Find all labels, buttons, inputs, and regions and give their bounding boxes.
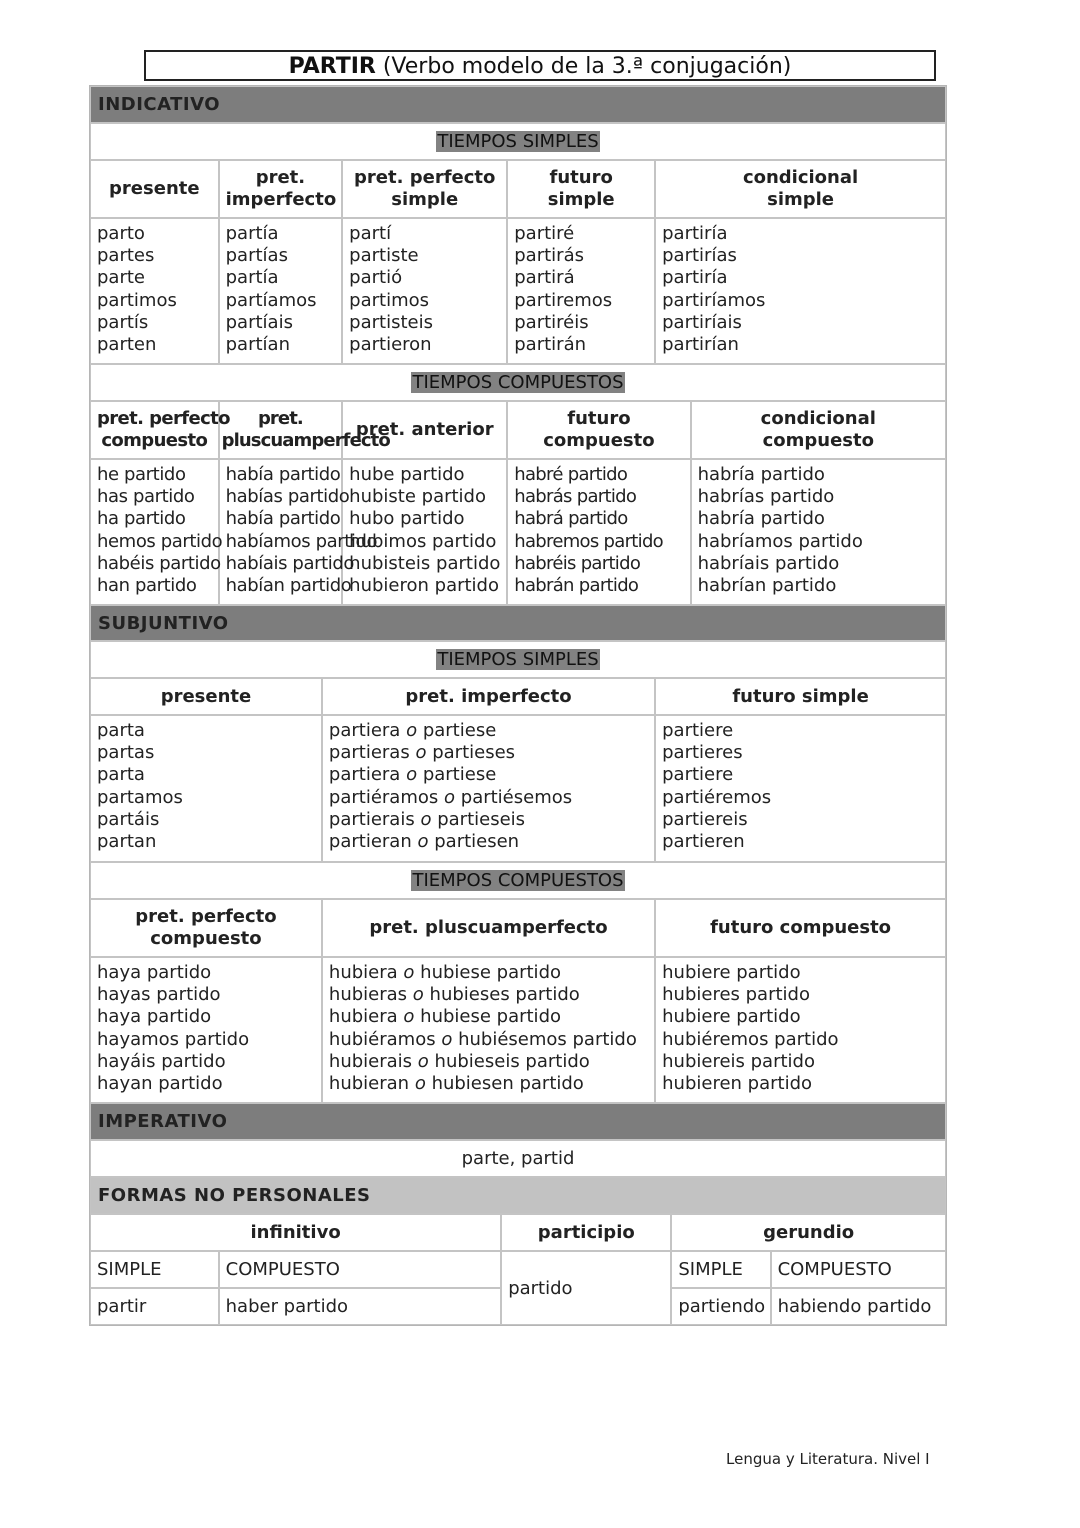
forms-subj-presente: parta partas parta partamos partáis partan (90, 715, 322, 862)
imperativo-forms: parte, partid (90, 1140, 946, 1177)
page-title (144, 50, 936, 81)
col-head-anterior: pret. anterior (342, 401, 507, 459)
forms-presente: parto partes parte partimos partís parten (90, 218, 219, 364)
forms-subj-futuro: partiere partieres partiere partiéremos partiereis partieren (655, 715, 946, 862)
forms-futuro-compuesto: habré partido habrás partido habrá partido habremos partido habréis partido habrán partido (507, 459, 690, 605)
col-head-pluscuamperfecto: pret. pluscuamperfecto (219, 401, 343, 459)
forms-subj-perfecto: haya partido hayas partido haya partido hayamos partido hayáis partido hayan partido (90, 957, 322, 1103)
forms-futuro: partiré partirás partirá partiremos partiréis partirán (507, 218, 655, 364)
gerundio-compuesto: habiendo partido (771, 1288, 946, 1325)
indicativo-simples-header (90, 123, 946, 160)
gerundio-compuesto-label: COMPUESTO (771, 1251, 946, 1288)
col-head-futuro: futuro simple (507, 160, 655, 218)
tiempos-compuestos-label: TIEMPOS COMPUESTOS (412, 372, 624, 393)
col-head-subj-presente: presente (90, 678, 322, 715)
subjuntivo-simples-header (90, 641, 946, 678)
forms-condicional: partiría partirías partiría partiríamos partiríais partirían (655, 218, 946, 364)
forms-pluscuamperfecto: había partido habías partido había partido habíamos partido habíais partido habían partido (219, 459, 343, 605)
tiempos-simples-label: TIEMPOS SIMPLES (437, 131, 599, 152)
section-imperativo: IMPERATIVO (90, 1103, 946, 1140)
forms-perfecto-compuesto: he partido has partido ha partido hemos partido habéis partido han partido (90, 459, 219, 605)
infinitivo-compuesto: haber partido (219, 1288, 502, 1325)
col-head-infinitivo: infinitivo (90, 1214, 501, 1251)
col-head-presente: presente (90, 160, 219, 218)
participio-value: partido (501, 1251, 671, 1325)
forms-subj-futuro-compuesto: hubiere partido hubieres partido hubiere partido hubiéremos partido hubiereis partido hubieren partido (655, 957, 946, 1103)
tiempos-simples-label: TIEMPOS SIMPLES (437, 649, 599, 670)
gerundio-simple: partiendo (671, 1288, 770, 1325)
forms-perfecto-simple: partí partiste partió partimos partisteis partieron (342, 218, 507, 364)
col-head-subj-imperfecto: pret. imperfecto (322, 678, 655, 715)
col-head-gerundio: gerundio (671, 1214, 946, 1251)
infinitivo-simple: partir (90, 1288, 219, 1325)
subjuntivo-compuestos-header (90, 862, 946, 899)
forms-imperfecto: partía partías partía partíamos partíais partían (219, 218, 343, 364)
col-head-perfecto-simple: pret. perfecto simple (342, 160, 507, 218)
title-subtitle: (Verbo modelo de la 3.ª conjugación) (382, 54, 792, 79)
section-no-personales: FORMAS NO PERSONALES (90, 1177, 946, 1214)
indicativo-compuestos-header (90, 364, 946, 401)
col-head-subj-pluscuamperfecto: pret. pluscuamperfecto (322, 899, 655, 957)
col-head-participio: participio (501, 1214, 671, 1251)
col-head-perfecto-compuesto: pret. perfecto compuesto (90, 401, 219, 459)
gerundio-simple-label: SIMPLE (671, 1251, 770, 1288)
section-subjuntivo: SUBJUNTIVO (90, 605, 946, 641)
infinitivo-simple-label: SIMPLE (90, 1251, 219, 1288)
col-head-subj-futuro: futuro simple (655, 678, 946, 715)
footer: Lengua y Literatura. Nivel I (726, 1450, 930, 1468)
verb-name: PARTIR (288, 54, 376, 79)
forms-subj-imperfecto: partiera o partiese partieras o partieses partiera o partiese partiéramos o partiésemos partierais o partieseis partieran o partiesen (322, 715, 655, 862)
forms-subj-pluscuamperfecto: hubiera o hubiese partido hubieras o hubieses partido hubiera o hubiese partido hubiéramos o hubiésemos partido hubierais o hubieseis partido hubieran o hubiesen partido (322, 957, 655, 1103)
col-head-condicional-compuesto: condicional compuesto (691, 401, 946, 459)
col-head-imperfecto: pret. imperfecto (219, 160, 343, 218)
conjugation-table (89, 85, 947, 1326)
section-indicativo: INDICATIVO (90, 86, 946, 123)
col-head-subj-perfecto: pret. perfecto compuesto (90, 899, 322, 957)
forms-condicional-compuesto: habría partido habrías partido habría partido habríamos partido habríais partido habrían partido (691, 459, 946, 605)
col-head-subj-futuro-compuesto: futuro compuesto (655, 899, 946, 957)
col-head-condicional: condicional simple (655, 160, 946, 218)
col-head-futuro-compuesto: futuro compuesto (507, 401, 690, 459)
tiempos-compuestos-label: TIEMPOS COMPUESTOS (412, 870, 624, 891)
infinitivo-compuesto-label: COMPUESTO (219, 1251, 502, 1288)
forms-anterior: hube partido hubiste partido hubo partido hubimos partido hubisteis partido hubieron partido (342, 459, 507, 605)
